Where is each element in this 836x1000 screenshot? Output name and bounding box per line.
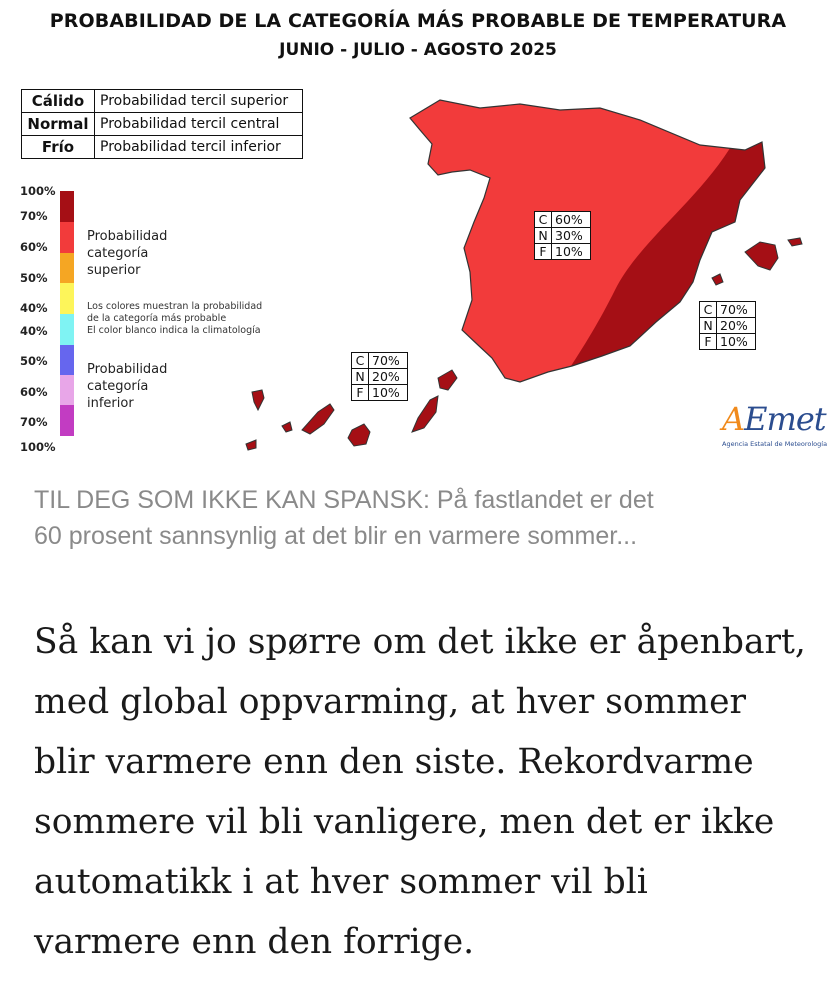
legend-line: superior [87, 263, 141, 278]
scale-label: 60% [20, 385, 48, 399]
key-description: Probabilidad tercil central [95, 113, 303, 136]
scale-label: 60% [20, 240, 48, 254]
prob-letter: N [352, 369, 369, 385]
prob-value: 20% [369, 369, 408, 385]
island-lanzarote [438, 370, 457, 390]
prob-row [535, 244, 591, 260]
island-la-palma [252, 390, 264, 410]
article-paragraph [34, 612, 814, 972]
scale-label: 70% [20, 209, 48, 223]
article-line: blir varmere enn den siste. Rekordvarme [34, 742, 754, 782]
image-caption [34, 482, 804, 554]
east-probability-box [699, 301, 756, 350]
forecast-map-figure [0, 0, 836, 470]
prob-row [700, 334, 756, 350]
prob-row [700, 318, 756, 334]
caption-line: TIL DEG SOM IKKE KAN SPANSK: På fastlandet er det [34, 486, 654, 514]
key-description: Probabilidad tercil inferior [95, 136, 303, 159]
article-line: varmere enn den forrige. [34, 922, 475, 962]
island-la-gomera [282, 422, 292, 432]
legend-note-line: El color blanco indica la climatología [87, 325, 261, 336]
scale-label: 50% [20, 271, 48, 285]
prob-letter: N [700, 318, 717, 334]
aemet-logo-wordmark: AEmet [722, 400, 826, 438]
canarias-probability-box [351, 352, 408, 401]
aemet-logo [718, 400, 828, 456]
mainland-probability-box [534, 211, 591, 260]
article-line: Så kan vi jo spørre om det ikke er åpenbart, [34, 622, 806, 662]
legend-line: Probabilidad [87, 229, 168, 244]
island-el-hierro [246, 440, 256, 450]
figure-title: PROBABILIDAD DE LA CATEGORÍA MÁS PROBABLE DE TEMPERATURA [49, 10, 787, 32]
prob-value: 30% [552, 228, 591, 244]
scale-label: 100% [20, 440, 56, 454]
prob-letter: C [535, 212, 552, 228]
island-gran-canaria [348, 424, 370, 446]
caption-line: 60 prosent sannsynlig at det blir en varmere sommer... [34, 522, 638, 550]
prob-row [352, 369, 408, 385]
scale-label: 40% [20, 324, 48, 338]
key-category: Frío [22, 136, 95, 159]
prob-value: 60% [552, 212, 591, 228]
legend-note-line: Los colores muestran la probabilidad [87, 301, 263, 312]
prob-row [352, 385, 408, 401]
prob-letter: C [352, 353, 369, 369]
spain-map [0, 0, 836, 470]
legend-line: categoría [87, 246, 149, 261]
scale-label: 50% [20, 354, 48, 368]
island-menorca [788, 238, 802, 246]
prob-letter: F [700, 334, 717, 350]
prob-letter: C [700, 302, 717, 318]
key-category: Normal [22, 113, 95, 136]
figure-subtitle: JUNIO - JULIO - AGOSTO 2025 [279, 40, 557, 60]
prob-letter: N [535, 228, 552, 244]
prob-row [535, 228, 591, 244]
scale-label: 40% [20, 301, 48, 315]
prob-value: 70% [717, 302, 756, 318]
legend-line: Probabilidad [87, 362, 168, 377]
legend-note-line: de la categoría más probable [87, 313, 227, 324]
article-line: med global oppvarming, at hver sommer [34, 682, 747, 722]
article-line: sommere vil bli vanligere, men det er ikke [34, 802, 775, 842]
aemet-logo-subtitle: Agencia Estatal de Meteorología [722, 440, 828, 448]
article-line: automatikk i at hver sommer vil bli [34, 862, 648, 902]
island-mallorca [745, 242, 778, 270]
island-tenerife [302, 404, 334, 434]
prob-value: 70% [369, 353, 408, 369]
prob-letter: F [352, 385, 369, 401]
key-category: Cálido [22, 90, 95, 113]
prob-row [700, 302, 756, 318]
island-ibiza [712, 274, 723, 285]
prob-value: 10% [552, 244, 591, 260]
prob-value: 10% [717, 334, 756, 350]
prob-row [535, 212, 591, 228]
legend-line: categoría [87, 379, 149, 394]
key-description: Probabilidad tercil superior [95, 90, 303, 113]
prob-letter: F [535, 244, 552, 260]
scale-label: 70% [20, 415, 48, 429]
prob-row [352, 353, 408, 369]
prob-value: 20% [717, 318, 756, 334]
scale-label: 100% [20, 184, 56, 198]
legend-line: inferior [87, 396, 134, 411]
prob-value: 10% [369, 385, 408, 401]
island-fuerteventura [412, 396, 438, 432]
